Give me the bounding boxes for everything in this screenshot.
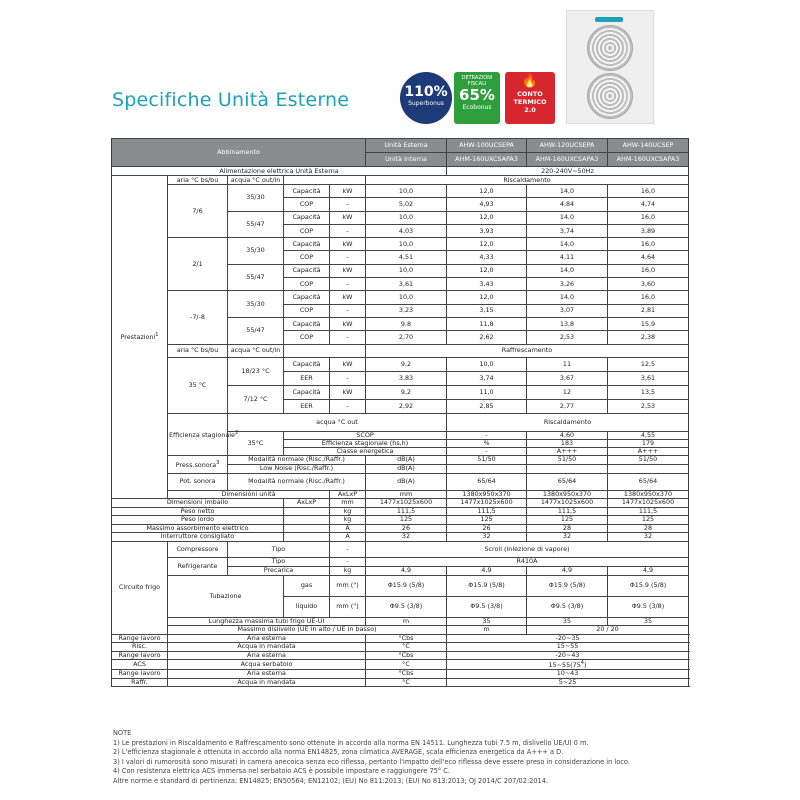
capacita-value: 11,0 <box>447 385 527 399</box>
eer-value: 2,92 <box>366 399 447 413</box>
tipo-label: Tipo <box>228 541 330 557</box>
lunghezza-label: Lunghezza massima tubi frigo UE-UI <box>168 617 366 626</box>
press-value <box>608 464 689 473</box>
unit-cell: dB(A) <box>366 473 447 490</box>
acqua-temp: 35/30 <box>228 291 284 318</box>
refrigerante-value: R410A <box>366 557 689 566</box>
general-value: 125 <box>527 516 608 525</box>
gas-value: Φ15.9 (5/8) <box>608 575 689 596</box>
conto-l2: TERMICO <box>513 98 547 106</box>
fan-icon <box>587 73 633 119</box>
cop-value: 4,84 <box>527 198 608 211</box>
unit-cell: °Cbs <box>366 634 447 643</box>
general-value: 1477x1025x600 <box>608 499 689 508</box>
unit-kw: kW <box>330 357 366 371</box>
acqua-out-label: acqua °C out <box>228 413 447 431</box>
general-label: Dimensioni imballo <box>112 499 284 508</box>
capacita-value: 12,5 <box>608 357 689 371</box>
cop-value: 4,03 <box>366 224 447 237</box>
unit-kw: kW <box>330 317 366 330</box>
cop-value: 2,62 <box>447 331 527 344</box>
cop-value: 4,93 <box>447 198 527 211</box>
capacita-value: 14,0 <box>527 211 608 224</box>
unit-dash: - <box>330 331 366 344</box>
cop-label: COP <box>284 224 330 237</box>
outdoor-unit-image <box>566 10 654 124</box>
eer-value: 2,85 <box>447 399 527 413</box>
capacita-label: Capacità <box>284 385 330 399</box>
notes <box>113 729 793 787</box>
lunghezza-value: 35 <box>447 617 527 626</box>
capacita-value: 10,0 <box>447 357 527 371</box>
range-row-label: Aria esterna <box>168 634 366 643</box>
capacita-value: 12 <box>527 385 608 399</box>
capacita-value: 9,8 <box>366 317 447 330</box>
acqua-label: acqua °C out/in <box>228 176 284 185</box>
range-row-label: Acqua in mandata <box>168 678 366 687</box>
cop-value: 4,74 <box>608 198 689 211</box>
header-abbinamento: Abbinamento <box>112 139 366 167</box>
acqua-label: acqua °C out/in <box>228 344 284 357</box>
prestazioni-label: Prestazioni$^1$ <box>112 176 168 499</box>
efficienza-value: 179 <box>608 439 689 447</box>
acqua-temp: 35/30 <box>228 238 284 265</box>
pot-row-label: Modalità normale (Risc./Raffr.) <box>228 473 366 490</box>
capacita-label: Capacità <box>284 185 330 198</box>
range-label: Range lavoro <box>112 651 168 660</box>
unit-cell: A <box>330 533 366 542</box>
liquido-value: Φ9.5 (3/8) <box>608 596 689 617</box>
conto-l3: 2.0 <box>524 106 536 114</box>
press-value <box>447 464 527 473</box>
general-label: Peso netto <box>112 507 284 516</box>
general-value: 125 <box>447 516 527 525</box>
alimentazione-label: Alimentazione elettrica Unità Esterna <box>112 167 447 176</box>
dislivello-label: Massimo dislivello (UE in alto / UE in basso) <box>168 626 447 635</box>
eer-value: 3,83 <box>366 371 447 385</box>
eer-value: 3,61 <box>608 371 689 385</box>
range-value: -20~43 <box>447 651 689 660</box>
eer-value: 3,74 <box>447 371 527 385</box>
gas-value: Φ15.9 (5/8) <box>366 575 447 596</box>
liquido-value: Φ9.5 (3/8) <box>447 596 527 617</box>
unit-mm: mm (") <box>330 575 366 596</box>
general-sub <box>284 533 330 542</box>
unit-cell: kg <box>330 516 366 525</box>
capacita-value: 14,0 <box>527 291 608 304</box>
general-sub <box>284 507 330 516</box>
alimentazione-value: 220-240V~50Hz <box>447 167 689 176</box>
model-interna: AHM-160UXCSAPA3 <box>527 153 608 167</box>
pot-sonora-label: Pot. sonora <box>168 473 228 490</box>
capacita-value: 10,0 <box>366 185 447 198</box>
general-sub <box>284 516 330 525</box>
capacita-value: 11 <box>527 357 608 371</box>
general-value: 28 <box>608 524 689 533</box>
general-value: 32 <box>366 533 447 542</box>
capacita-label: Capacità <box>284 238 330 251</box>
riscaldamento-label: Riscaldamento <box>366 176 689 185</box>
superbonus-value: 110% <box>404 84 448 100</box>
cop-value: 2,70 <box>366 331 447 344</box>
aria-temp: 35 °C <box>168 357 228 413</box>
general-value: 125 <box>366 516 447 525</box>
page-title: Specifiche Unità Esterne <box>112 89 350 111</box>
efficienza-value: 4,60 <box>527 431 608 439</box>
ecobonus-badge <box>454 72 500 124</box>
general-value: 26 <box>447 524 527 533</box>
lunghezza-value: 35 <box>527 617 608 626</box>
pot-value: 65/64 <box>527 473 608 490</box>
capacita-value: 16,0 <box>608 185 689 198</box>
press-value <box>527 464 608 473</box>
capacita-value: 9,2 <box>366 357 447 371</box>
raffrescamento-label: Raffrescamento <box>366 344 689 357</box>
precarica-value: 4,9 <box>447 566 527 575</box>
model-interna: AHM-160UXCSAPA3 <box>447 153 527 167</box>
note-line: 3) I valori di rumorosità sono misurati in camera anecoica senza eco riflessa, pertanto l'impatto dell'eco riflessa deve essere preso in considerazione in loco. <box>113 757 630 766</box>
unit-kw: kW <box>330 264 366 277</box>
liquido-value: Φ9.5 (3/8) <box>366 596 447 617</box>
ecobonus-label: Ecobonus <box>462 104 492 111</box>
cop-label: COP <box>284 304 330 317</box>
unit-cell: °C <box>366 678 447 687</box>
press-value: 51/50 <box>608 455 689 464</box>
unit-m: m <box>447 626 527 635</box>
liquido-label: liquido <box>284 596 330 617</box>
aria-label: aria °C bs/bu <box>168 344 228 357</box>
unit-kw: kW <box>330 385 366 399</box>
flame-icon: 🔥 <box>521 74 539 89</box>
ecobonus-value: 65% <box>459 86 495 104</box>
unit-dash: - <box>330 399 366 413</box>
capacita-value: 16,0 <box>608 238 689 251</box>
range-value: 15~55 <box>447 643 689 652</box>
model-esterna: AHW-120UCSEPA <box>527 139 608 153</box>
cop-value: 3,74 <box>527 224 608 237</box>
general-value: 111,5 <box>527 507 608 516</box>
cop-label: COP <box>284 198 330 211</box>
gas-value: Φ15.9 (5/8) <box>527 575 608 596</box>
general-value: 125 <box>608 516 689 525</box>
unit-dash: - <box>330 224 366 237</box>
capacita-value: 12,0 <box>447 185 527 198</box>
acqua-temp: 18/23 °C <box>228 357 284 385</box>
blank-cell <box>284 344 366 357</box>
capacita-value: 10,0 <box>366 238 447 251</box>
acqua-temp: 55/47 <box>228 211 284 238</box>
tipo-label: Tipo <box>228 557 330 566</box>
press-value: 51/50 <box>527 455 608 464</box>
cop-value: 3,61 <box>366 278 447 291</box>
unit-cell: °C <box>366 660 447 670</box>
cop-value: 3,60 <box>608 278 689 291</box>
cop-label: COP <box>284 251 330 264</box>
unit-cell: mm <box>366 490 447 499</box>
brand-logo-icon <box>595 17 623 22</box>
general-value: 111,5 <box>608 507 689 516</box>
cop-value: 3,89 <box>608 224 689 237</box>
general-value: 1380x950x370 <box>447 490 527 499</box>
dislivello-value: 20 / 20 <box>527 626 689 635</box>
cop-value: 2,81 <box>608 304 689 317</box>
general-value: 32 <box>527 533 608 542</box>
aria-temp: 2/1 <box>168 238 228 291</box>
range-row-label: Acqua serbatoio <box>168 660 366 670</box>
general-value: 28 <box>527 524 608 533</box>
general-value: 1477x1025x600 <box>527 499 608 508</box>
efficienza-value: 183 <box>527 439 608 447</box>
range-label: ACS <box>112 660 168 670</box>
general-value: 111,5 <box>447 507 527 516</box>
efficienza-row-label: SCOP <box>284 431 447 439</box>
notes-title: NOTE <box>113 729 132 737</box>
conto-termico-badge <box>505 72 555 124</box>
range-label: Raffr. <box>112 678 168 687</box>
range-value: $15\sim 55(75^4)$ <box>447 660 689 670</box>
range-row-label: Acqua in mandata <box>168 643 366 652</box>
unit-cell: °Cbs <box>366 651 447 660</box>
capacita-value: 12,0 <box>447 264 527 277</box>
compressore-label: Compressore <box>168 541 228 557</box>
cop-value: 3,15 <box>447 304 527 317</box>
header-interna-label: Unità Interna <box>366 153 447 167</box>
unit-kw: kW <box>330 291 366 304</box>
pot-value: 65/64 <box>608 473 689 490</box>
range-value: -20~35 <box>447 634 689 643</box>
unit-dash: - <box>330 371 366 385</box>
capacita-value: 16,0 <box>608 291 689 304</box>
capacita-value: 14,0 <box>527 264 608 277</box>
acqua-temp: 35/30 <box>228 185 284 212</box>
unit-cell: dB(A) <box>366 464 447 473</box>
precarica-value: 4,9 <box>366 566 447 575</box>
general-label: Peso lordo <box>112 516 284 525</box>
unit-cell: dB(A) <box>366 455 447 464</box>
efficienza-temp: 35°C <box>228 431 284 455</box>
general-sub <box>284 524 330 533</box>
superbonus-label: Superbonus <box>408 100 444 107</box>
general-value: 26 <box>366 524 447 533</box>
press-value: 51/50 <box>447 455 527 464</box>
conto-l1: CONTO <box>517 90 543 98</box>
range-value: 5~25 <box>447 678 689 687</box>
capacita-value: 13,5 <box>608 385 689 399</box>
note-line: 4) Con resistenza elettrica ACS immersa nel serbatoio ACS è possibile impostare e raggiungere 75° C. <box>113 767 450 776</box>
capacita-value: 13,8 <box>527 317 608 330</box>
capacita-value: 16,0 <box>608 211 689 224</box>
riscaldamento-label: Riscaldamento <box>447 413 689 431</box>
general-value: 32 <box>608 533 689 542</box>
unit-cell: mm <box>330 499 366 508</box>
unit-cell: °C <box>366 643 447 652</box>
general-value: 1477x1025x600 <box>447 499 527 508</box>
capacita-value: 16,0 <box>608 264 689 277</box>
acqua-temp: 55/47 <box>228 317 284 344</box>
precarica-value: 4,9 <box>608 566 689 575</box>
capacita-label: Capacità <box>284 291 330 304</box>
cop-label: COP <box>284 278 330 291</box>
precarica-label: Precarica <box>228 566 330 575</box>
capacita-label: Capacità <box>284 317 330 330</box>
aria-temp: 7/6 <box>168 185 228 238</box>
fan-icon <box>587 25 633 71</box>
efficienza-label: Efficienza stagionale$^2$ <box>168 413 228 455</box>
unit-cell: kg <box>330 507 366 516</box>
unit-mm: mm (") <box>330 596 366 617</box>
unit-cell: °Cbs <box>366 670 447 679</box>
aria-temp: -7/-8 <box>168 291 228 344</box>
general-label: Dimensioni unità <box>168 490 330 499</box>
note-line: 2) L'efficienza stagionale è ottenuta in accordo alla norma EN14825, zona climatica AVERAGE, scala efficienza energetica da A+++ a D. <box>113 748 564 757</box>
cop-value: 2,38 <box>608 331 689 344</box>
acqua-temp: 7/12 °C <box>228 385 284 413</box>
capacita-value: 12,0 <box>447 211 527 224</box>
capacita-value: 10,0 <box>366 211 447 224</box>
cop-value: 4,51 <box>366 251 447 264</box>
general-value: 111,5 <box>366 507 447 516</box>
aria-label: aria °C bs/bu <box>168 176 228 185</box>
general-value: 1380x950x370 <box>527 490 608 499</box>
range-label: Range lavoro <box>112 634 168 643</box>
unit-dash: - <box>330 304 366 317</box>
eer-value: 3,67 <box>527 371 608 385</box>
capacita-value: 14,0 <box>527 185 608 198</box>
capacita-value: 14,0 <box>527 238 608 251</box>
circuito-frigo-label: Circuito frigo <box>112 541 168 634</box>
cop-value: 4,33 <box>447 251 527 264</box>
eer-value: 2,77 <box>527 399 608 413</box>
range-row-label: Aria esterna <box>168 670 366 679</box>
cop-value: 3,93 <box>447 224 527 237</box>
capacita-value: 10,0 <box>366 291 447 304</box>
capacita-value: 10,0 <box>366 264 447 277</box>
ecobonus-top: DETRAZIONI FISCALI <box>461 75 493 87</box>
cop-value: 3,43 <box>447 278 527 291</box>
capacita-value: 15,9 <box>608 317 689 330</box>
acqua-temp: 55/47 <box>228 264 284 291</box>
unit-kw: kW <box>330 238 366 251</box>
capacita-value: 9,2 <box>366 385 447 399</box>
spec-table <box>111 138 689 687</box>
unit-dash: - <box>330 541 366 557</box>
cop-value: 4,11 <box>527 251 608 264</box>
blank-cell <box>284 176 366 185</box>
cop-value: 3,26 <box>527 278 608 291</box>
unit-cell: A <box>330 524 366 533</box>
efficienza-value: A+++ <box>608 447 689 455</box>
range-row-label: Aria esterna <box>168 651 366 660</box>
model-esterna: AHW-100UCSEPA <box>447 139 527 153</box>
capacita-value: 12,0 <box>447 291 527 304</box>
cop-value: 4,64 <box>608 251 689 264</box>
capacita-value: 11,8 <box>447 317 527 330</box>
gas-label: gas <box>284 575 330 596</box>
tubazione-label: Tubazione <box>168 575 284 617</box>
general-label: Massimo assorbimento elettrico <box>112 524 284 533</box>
model-esterna: AHW-140UCSEP <box>608 139 689 153</box>
unit-dash: - <box>330 278 366 291</box>
unit-cell: % <box>447 439 527 447</box>
general-sub: AxLxP <box>284 499 330 508</box>
unit-m: m <box>366 617 447 626</box>
compressore-value: Scroll (iniezione di vapore) <box>366 541 689 557</box>
cop-label: COP <box>284 331 330 344</box>
capacita-label: Capacità <box>284 357 330 371</box>
capacita-label: Capacità <box>284 264 330 277</box>
unit-kw: kW <box>330 211 366 224</box>
unit-kw: kW <box>330 185 366 198</box>
press-sonora-label: Press.sonora$^3$ <box>168 455 228 473</box>
capacita-label: Capacità <box>284 211 330 224</box>
unit-kg: kg <box>330 566 366 575</box>
note-line: 1) Le prestazioni in Riscaldamento e Raffrescamento sono ottenute in accordo alla norma EN 14511. Lunghezza tubi 7.5 m, dislivello UE/UI 0 m. <box>113 738 589 747</box>
unit-dash: - <box>330 557 366 566</box>
range-label: Risc. <box>112 643 168 652</box>
note-line: Altre norme e standard di pertinenza: EN14825; EN50564; EN12102; (EU) No 811:2013; (EU) No 813:2013; OJ 2014/C 207/02:2014. <box>113 776 549 785</box>
liquido-value: Φ9.5 (3/8) <box>527 596 608 617</box>
general-value: 1477x1025x600 <box>366 499 447 508</box>
refrigerante-label: Refrigerante <box>168 557 228 575</box>
efficienza-row-label: Classe energetica <box>284 447 447 455</box>
efficienza-value: A+++ <box>527 447 608 455</box>
general-value: 1380x950x370 <box>608 490 689 499</box>
general-value: 32 <box>447 533 527 542</box>
range-label: Range lavoro <box>112 670 168 679</box>
cop-value: 5,02 <box>366 198 447 211</box>
press-row-label: Modalità normale (Risc./Raffr.) <box>228 455 366 464</box>
unit-cell: - <box>447 447 527 455</box>
precarica-value: 4,9 <box>527 566 608 575</box>
efficienza-row-label: Efficienza stagionale (hs,h) <box>284 439 447 447</box>
general-sub: AxLxP <box>330 490 366 499</box>
eer-value: 2,53 <box>608 399 689 413</box>
cop-value: 3,07 <box>527 304 608 317</box>
cop-value: 3,23 <box>366 304 447 317</box>
lunghezza-value: 35 <box>608 617 689 626</box>
unit-cell: - <box>447 431 527 439</box>
general-label: Interruttore consigliato <box>112 533 284 542</box>
eer-label: EER <box>284 371 330 385</box>
unit-dash: - <box>330 251 366 264</box>
unit-dash: - <box>330 198 366 211</box>
pot-value: 65/64 <box>447 473 527 490</box>
eer-label: EER <box>284 399 330 413</box>
capacita-value: 12,0 <box>447 238 527 251</box>
range-value: 10~43 <box>447 670 689 679</box>
press-row-label: Low Noise (Risc./Raffr.) <box>228 464 366 473</box>
model-interna: AHM-160UXCSAPA3 <box>608 153 689 167</box>
efficienza-value: 4,55 <box>608 431 689 439</box>
superbonus-badge <box>400 72 452 124</box>
gas-value: Φ15.9 (5/8) <box>447 575 527 596</box>
header-esterna-label: Unità Esterna <box>366 139 447 153</box>
cop-value: 2,53 <box>527 331 608 344</box>
